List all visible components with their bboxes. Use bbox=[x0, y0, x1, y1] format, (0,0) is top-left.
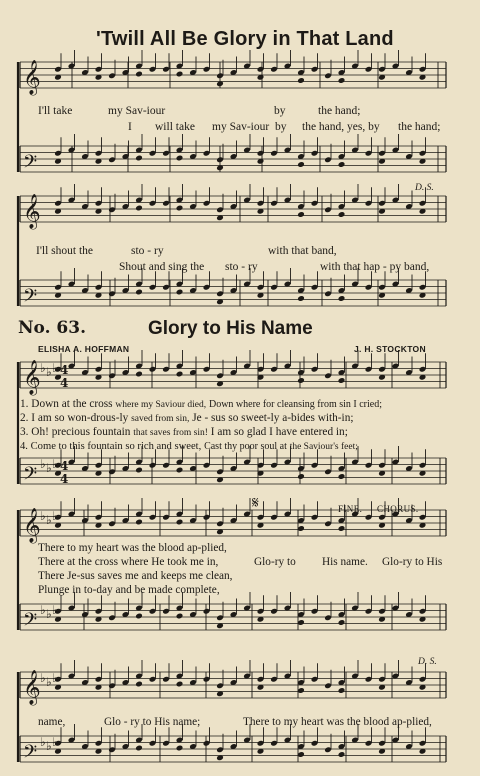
lyric: name, bbox=[38, 716, 66, 728]
lyric: There Je-sus saves me and keeps me clean, bbox=[38, 570, 233, 582]
note-head bbox=[338, 377, 346, 384]
bass-clef: 𝄢 bbox=[23, 286, 38, 311]
lyric: I am so glad I have entered in; bbox=[210, 426, 348, 438]
flat-sign: ♭ bbox=[46, 513, 52, 527]
treble-clef: 𝄞 bbox=[23, 670, 41, 705]
note-head bbox=[135, 289, 143, 296]
lyric: with that band, bbox=[268, 245, 337, 257]
time-signature: 4 bbox=[60, 459, 69, 473]
lyric: saved from sin, bbox=[131, 414, 190, 424]
note-head bbox=[297, 161, 305, 168]
lyric: His name. bbox=[322, 556, 368, 568]
bass-clef: 𝄢 bbox=[23, 742, 38, 767]
flat-sign: ♭ bbox=[40, 509, 46, 523]
lyric: my Sav-iour bbox=[108, 105, 166, 117]
note-head bbox=[176, 745, 184, 752]
composer-credit: J. H. STOCKTON bbox=[354, 344, 426, 354]
flat-sign: ♭ bbox=[46, 739, 52, 753]
ds-marking: D. S. bbox=[415, 183, 434, 193]
treble-clef: 𝄞 bbox=[23, 194, 41, 229]
note-head bbox=[135, 519, 143, 526]
lyric: with that hap - py band, bbox=[320, 261, 430, 273]
note-head bbox=[338, 295, 346, 302]
lyric: I'll take bbox=[38, 105, 73, 117]
bass-clef: 𝄢 bbox=[23, 610, 38, 635]
lyric: Down where for cleansing from sin I cried; bbox=[208, 399, 382, 410]
flat-sign: ♭ bbox=[46, 365, 52, 379]
lyric: Shout and sing the bbox=[119, 261, 205, 273]
lyric: the hand; bbox=[318, 105, 361, 117]
lyric: Plunge in to-day and be made complete, bbox=[38, 584, 220, 596]
note-head bbox=[176, 519, 184, 526]
bass-clef: 𝄢 bbox=[23, 464, 38, 489]
flat-sign: ♭ bbox=[46, 607, 52, 621]
chorus-marking: CHORUS. bbox=[377, 504, 419, 514]
flat-sign: ♭ bbox=[52, 509, 58, 523]
lyric: the hand, yes, by bbox=[302, 121, 380, 133]
verse-3 bbox=[20, 426, 348, 438]
flat-sign: ♭ bbox=[52, 603, 58, 617]
note-head bbox=[176, 613, 184, 620]
lyric: the Saviour's feet; bbox=[289, 442, 358, 452]
flat-sign: ♭ bbox=[40, 457, 46, 471]
author-credit: ELISHA A. HOFFMAN bbox=[38, 344, 130, 354]
note-head bbox=[135, 71, 143, 78]
lyric: will take bbox=[155, 121, 195, 133]
lyric: Je - sus so sweet-ly a-bides with-in; bbox=[192, 412, 354, 424]
note-head bbox=[338, 473, 346, 480]
note-head bbox=[135, 371, 143, 378]
note-head bbox=[297, 211, 305, 218]
note-head bbox=[297, 295, 305, 302]
note-head bbox=[338, 525, 346, 532]
lyric: I'll shout the bbox=[36, 245, 94, 257]
note-head bbox=[176, 467, 184, 474]
bass-clef: 𝄢 bbox=[23, 152, 38, 177]
note-head bbox=[338, 77, 346, 84]
treble-clef: 𝄞 bbox=[23, 508, 41, 543]
note-head bbox=[176, 71, 184, 78]
lyric: 3. Oh! precious fountain bbox=[20, 426, 131, 438]
hymn-title: 'Twill All Be Glory in That Land bbox=[96, 28, 394, 50]
lyric: by bbox=[274, 105, 286, 117]
note-head bbox=[176, 155, 184, 162]
flat-sign: ♭ bbox=[40, 361, 46, 375]
note-head bbox=[338, 751, 346, 758]
lyric: Cast thy poor soul at bbox=[204, 441, 287, 452]
lyric: There at the cross where He took me in, bbox=[38, 556, 219, 568]
segno-sign: 𝄋 bbox=[252, 493, 259, 512]
note-head bbox=[135, 613, 143, 620]
note-head bbox=[135, 745, 143, 752]
lyric: Glo-ry to bbox=[254, 556, 296, 568]
lyric: 4. Come to this fountain so rich and sweet, bbox=[20, 441, 202, 452]
note-head bbox=[176, 205, 184, 212]
lyric: There to my heart was the blood ap-plied, bbox=[243, 716, 432, 728]
verse-2 bbox=[20, 412, 354, 424]
note-head bbox=[135, 155, 143, 162]
lyric: by bbox=[275, 121, 287, 133]
lyric: Glo - ry to His name; bbox=[104, 716, 201, 728]
treble-clef: 𝄞 bbox=[23, 360, 41, 395]
fine-marking: FINE. bbox=[338, 504, 363, 514]
note-head bbox=[338, 211, 346, 218]
flat-sign: ♭ bbox=[40, 603, 46, 617]
note-head bbox=[135, 467, 143, 474]
note-head bbox=[338, 687, 346, 694]
lyric: the hand; bbox=[398, 121, 441, 133]
verse-4 bbox=[20, 440, 358, 452]
hymn-number: No. 63. bbox=[18, 318, 86, 338]
flat-sign: ♭ bbox=[40, 735, 46, 749]
lyric: my Sav-iour bbox=[212, 121, 270, 133]
treble-clef: 𝄞 bbox=[23, 60, 41, 95]
hymn-title: Glory to His Name bbox=[148, 318, 313, 339]
lyric: sto - ry bbox=[225, 261, 258, 273]
note-head bbox=[338, 619, 346, 626]
time-signature: 4 bbox=[60, 376, 69, 390]
verse-1 bbox=[20, 398, 382, 410]
time-signature: 4 bbox=[60, 363, 69, 377]
note-head bbox=[135, 205, 143, 212]
lyric: 2. I am so won-drous-ly bbox=[20, 412, 129, 424]
time-signature: 4 bbox=[60, 472, 69, 486]
lyric: Glo-ry to His bbox=[382, 556, 443, 568]
flat-sign: ♭ bbox=[52, 735, 58, 749]
flat-sign: ♭ bbox=[52, 457, 58, 471]
note-head bbox=[338, 161, 346, 168]
note-head bbox=[297, 377, 305, 384]
lyric: There to my heart was the blood ap-plied, bbox=[38, 542, 227, 554]
note-head bbox=[297, 473, 305, 480]
note-head bbox=[176, 289, 184, 296]
lyric: 1. Down at the cross bbox=[20, 398, 113, 410]
flat-sign: ♭ bbox=[40, 671, 46, 685]
flat-sign: ♭ bbox=[52, 361, 58, 375]
lyric: where my Saviour died, bbox=[115, 400, 207, 410]
flat-sign: ♭ bbox=[46, 461, 52, 475]
lyric: sto - ry bbox=[131, 245, 164, 257]
lyric: I bbox=[128, 121, 132, 133]
note-head bbox=[176, 371, 184, 378]
note-head bbox=[297, 77, 305, 84]
flat-sign: ♭ bbox=[52, 671, 58, 685]
ds-marking: D. S. bbox=[418, 657, 437, 667]
note-head bbox=[176, 681, 184, 688]
flat-sign: ♭ bbox=[46, 675, 52, 689]
note-head bbox=[135, 681, 143, 688]
lyric: that saves from sin! bbox=[133, 428, 208, 438]
